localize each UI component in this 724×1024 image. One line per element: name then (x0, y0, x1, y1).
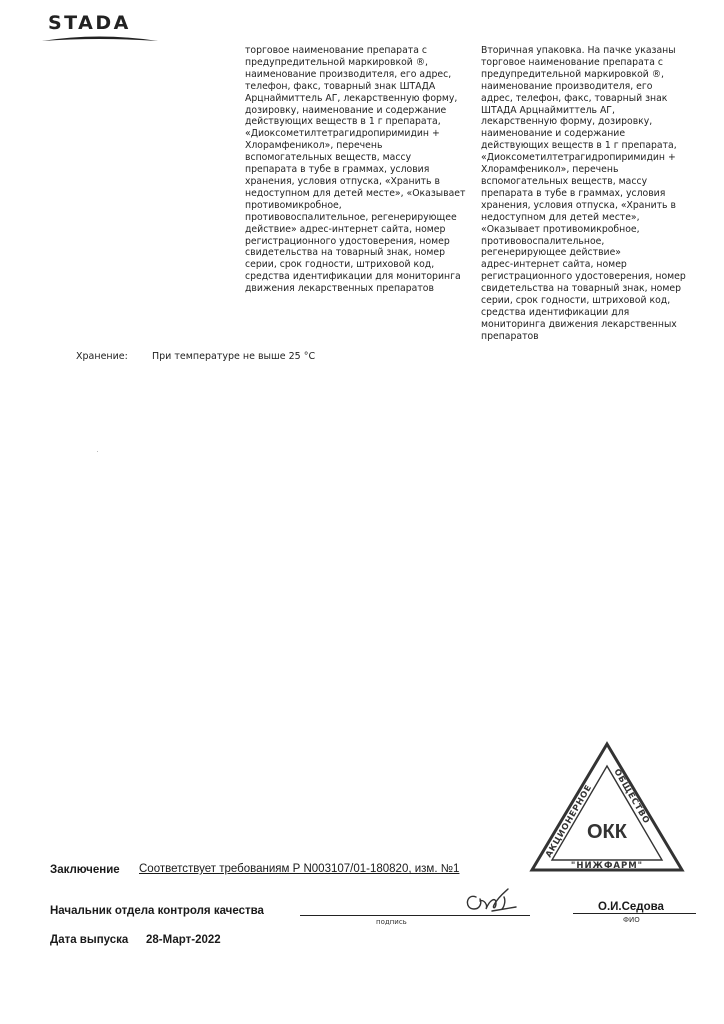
conclusion-text: Соответствует требованиям Р N003107/01-180820, изм. №1 (139, 863, 460, 875)
left-line: движения лекарственных препаратов (245, 283, 434, 295)
left-line: «Диоксометилтетрагидропиримидин + (245, 128, 440, 140)
left-line: действие» адрес-интернет сайта, номер (245, 223, 446, 235)
name-caption: ФИО (623, 916, 640, 924)
stamp-ring-left: АКЦИОНЕРНОЕ (543, 782, 594, 860)
right-line: вспомогательных веществ, массу (481, 175, 648, 187)
stamp-center-text: ОКК (587, 821, 627, 843)
left-line: дозировку, наименование и содержание (245, 104, 447, 116)
left-line: свидетельства на товарный знак, номер (245, 247, 445, 259)
right-line: препаратов (481, 330, 539, 342)
right-line: Хлорамфеникол», перечень (481, 164, 619, 176)
right-line: адрес, телефон, факс, товарный знак (481, 92, 668, 104)
brand-name: STADA (48, 12, 131, 34)
right-line: действующих веществ в 1 г препарата, (481, 140, 677, 152)
left-line: телефон, факс, товарный знак ШТАДА (245, 80, 436, 92)
right-line: лекарственную форму, дозировку, (481, 116, 653, 128)
left-line: торговое наименование препарата с (245, 45, 427, 56)
svg-text:ОБЩЕСТВО (612, 767, 652, 826)
right-line: наименование и содержание (481, 128, 626, 140)
left-line: препарата в тубе в граммах, условия (245, 164, 430, 176)
storage-label: Хранение: (76, 351, 128, 362)
right-line: свидетельства на товарный знак, номер (481, 283, 681, 295)
right-line: хранения, условия отпуска, «Хранить в (481, 199, 676, 211)
right-line: наименование производителя, его (481, 80, 653, 92)
storage-value: При температуре не выше 25 °C (152, 351, 316, 362)
left-line: противовоспалительное, регенерирующее (245, 211, 457, 223)
right-line: «Диоксометилтетрагидропиримидин + (481, 152, 676, 164)
left-line: противомикробное, (245, 199, 342, 211)
svg-text:АКЦИОНЕРНОЕ (543, 782, 593, 859)
right-line: Вторичная упаковка. На пачке указаны (481, 45, 676, 56)
right-line: предупредительной маркировкой ®, (481, 68, 665, 80)
right-line: мониторинга движения лекарственных (481, 318, 677, 330)
release-date: 28-Март-2022 (146, 934, 221, 946)
role-label: Начальник отдела контроля качества (50, 905, 264, 917)
right-line: препарата в тубе в граммах, условия (481, 187, 666, 199)
right-column-text (481, 45, 711, 343)
conclusion-label: Заключение (50, 864, 120, 876)
signature-caption: подпись (376, 918, 407, 926)
left-line: хранения, условия отпуска, «Хранить в (245, 175, 440, 187)
left-line: регистрационного удостоверения, номер (245, 235, 450, 247)
handwritten-signature (462, 887, 522, 917)
left-line: недоступном для детей месте», «Оказывает (245, 187, 466, 199)
right-line: средства идентификации для (481, 306, 630, 318)
right-line: противовоспалительное, (481, 235, 605, 247)
conclusion-value (139, 863, 459, 875)
right-line: ШТАДА Арцнаймиттель АГ, (481, 104, 615, 116)
logo-swoosh (34, 10, 164, 46)
left-line: Арцнаймиттель АГ, лекарственную форму, (245, 92, 458, 104)
name-line (573, 913, 696, 914)
left-line: вспомогательных веществ, массу (245, 152, 412, 164)
right-line: недоступном для детей месте», (481, 211, 640, 223)
left-line: наименование производителя, его адрес, (245, 68, 452, 80)
stada-logo (34, 10, 164, 46)
signer-name: О.И.Седова (598, 901, 664, 913)
left-line: серии, срок годности, штриховой код, (245, 259, 435, 271)
left-line: средства идентификации для мониторинга (245, 271, 461, 283)
right-line: регистрационного удостоверения, номер (481, 271, 686, 283)
release-label: Дата выпуска (50, 934, 129, 946)
left-line: предупредительной маркировкой ®, (245, 56, 429, 68)
right-line: адрес-интернет сайта, номер (481, 259, 627, 271)
company-stamp (528, 740, 686, 876)
stamp-ring-right: ОБЩЕСТВО (612, 766, 653, 826)
left-line: действующих веществ в 1 г препарата, (245, 116, 441, 128)
right-line: серии, срок годности, штриховой код, (481, 295, 671, 307)
scan-speck (97, 451, 98, 452)
left-line: Хлорамфеникол», перечень (245, 140, 383, 152)
right-line: регенерирующее действие» (481, 247, 621, 259)
left-column-text (245, 45, 475, 295)
right-line: «Оказывает противомикробное, (481, 223, 640, 235)
stamp-bottom-text: "НИЖФАРМ" (570, 861, 644, 871)
right-line: торговое наименование препарата с (481, 56, 663, 68)
